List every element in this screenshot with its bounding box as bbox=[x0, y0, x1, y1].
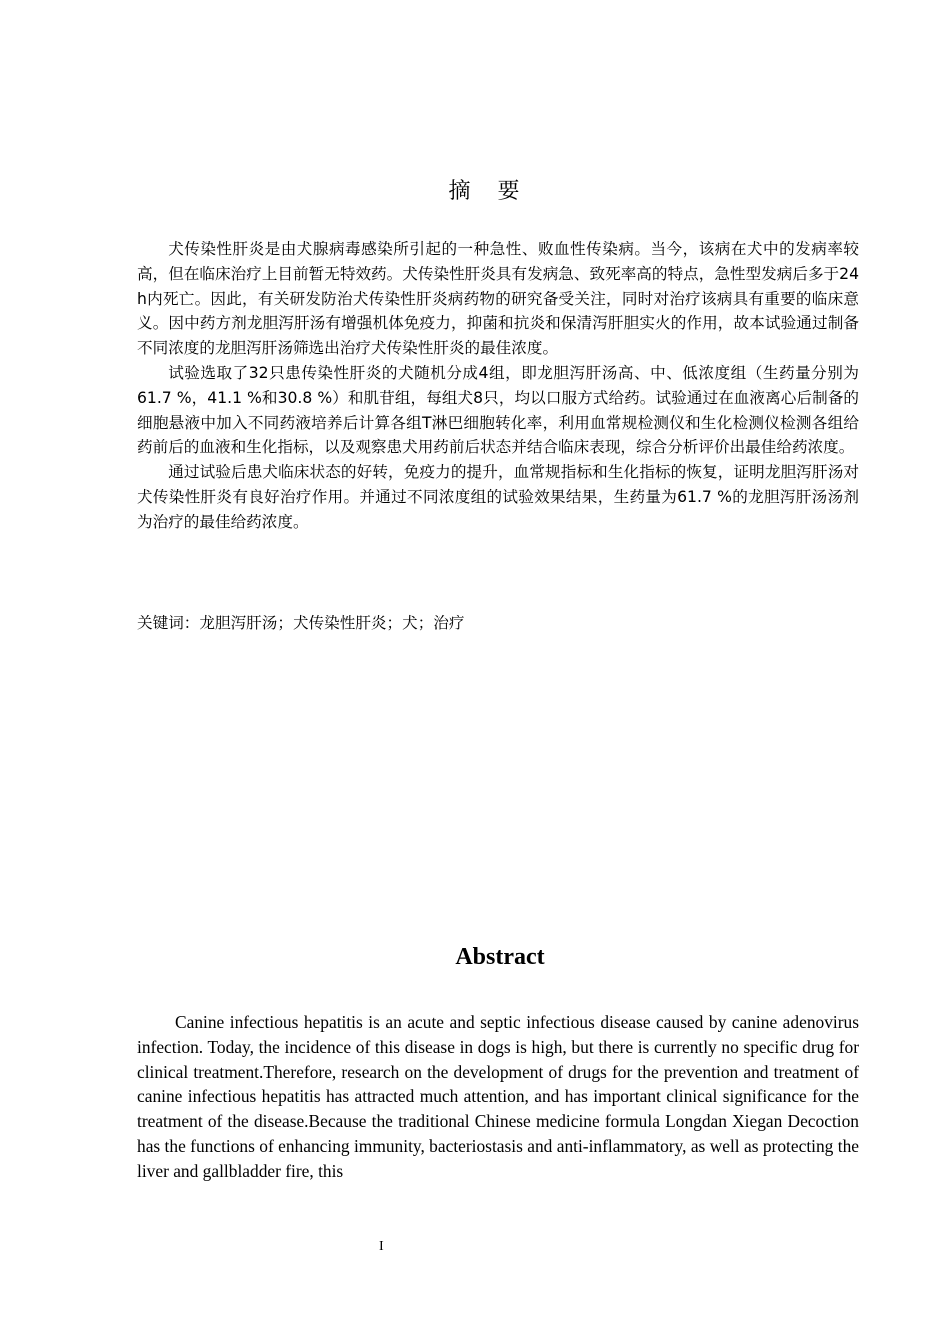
chinese-abstract-paragraph-3: 通过试验后患犬临床状态的好转，免疫力的提升，血常规指标和生化指标的恢复，证明龙胆泻肝汤对犬传染性肝炎有良好治疗作用。并通过不同浓度组的试验效果结果，生药量为61.7 %的龙胆泻肝汤汤剂为治疗的最佳给药浓度。 bbox=[137, 463, 859, 531]
english-abstract-body bbox=[137, 1010, 859, 1184]
page-number: I bbox=[379, 1239, 384, 1254]
keywords-label: 关键词： bbox=[137, 614, 200, 632]
chinese-abstract-paragraph-2: 试验选取了32只患传染性肝炎的犬随机分成4组，即龙胆泻肝汤高、中、低浓度组（生药量分别为61.7 %，41.1 %和30.8 %）和肌苷组，每组犬8只，均以口服方式给药。试验通过在血液离心后制备的细胞悬液中加入不同药液培养后计算各组T淋巴细胞转化率，利用血常规检测仪和生化检测仪检测各组给药前后的血液和生化指标，以及观察患犬用药前后状态并结合临床表现，综合分析评价出最佳给药浓度。 bbox=[137, 363, 859, 457]
english-abstract-title: Abstract bbox=[455, 944, 545, 970]
chinese-abstract-body bbox=[137, 237, 859, 535]
english-abstract-paragraph-1: Canine infectious hepatitis is an acute and septic infectious disease caused by canine adenovirus infection. Today, the incidence of this disease in dogs is high, but there is currently no specific drug for clinical treatment.Therefore, research on the development of drugs for the prevention and treatment of canine infectious hepatitis has attracted much attention, and has important clinical significance for the treatment of the disease.Because the traditional Chinese medicine formula Longdan Xiegan Decoction has the functions of enhancing immunity, bacteriostasis and anti-inflammatory, as well as protecting the liver and gallbladder fire, this bbox=[137, 1012, 859, 1181]
chinese-abstract-paragraph-1: 犬传染性肝炎是由犬腺病毒感染所引起的一种急性、败血性传染病。当今，该病在犬中的发病率较高，但在临床治疗上目前暂无特效药。犬传染性肝炎具有发病急、致死率高的特点，急性型发病后多于24 h内死亡。因此，有关研发防治犬传染性肝炎病药物的研究备受关注，同时对治疗该病具有重要的临床意义。因中药方剂龙胆泻肝汤有增强机体免疫力，抑菌和抗炎和保清泻肝胆实火的作用，故本试验通过制备不同浓度的龙胆泻肝汤筛选出治疗犬传染性肝炎的最佳浓度。 bbox=[137, 240, 859, 358]
chinese-abstract-title: 摘 要 bbox=[448, 179, 530, 204]
keywords-list: 龙胆泻肝汤；犬传染性肝炎；犬；治疗 bbox=[199, 614, 465, 632]
keywords-line bbox=[137, 611, 465, 635]
